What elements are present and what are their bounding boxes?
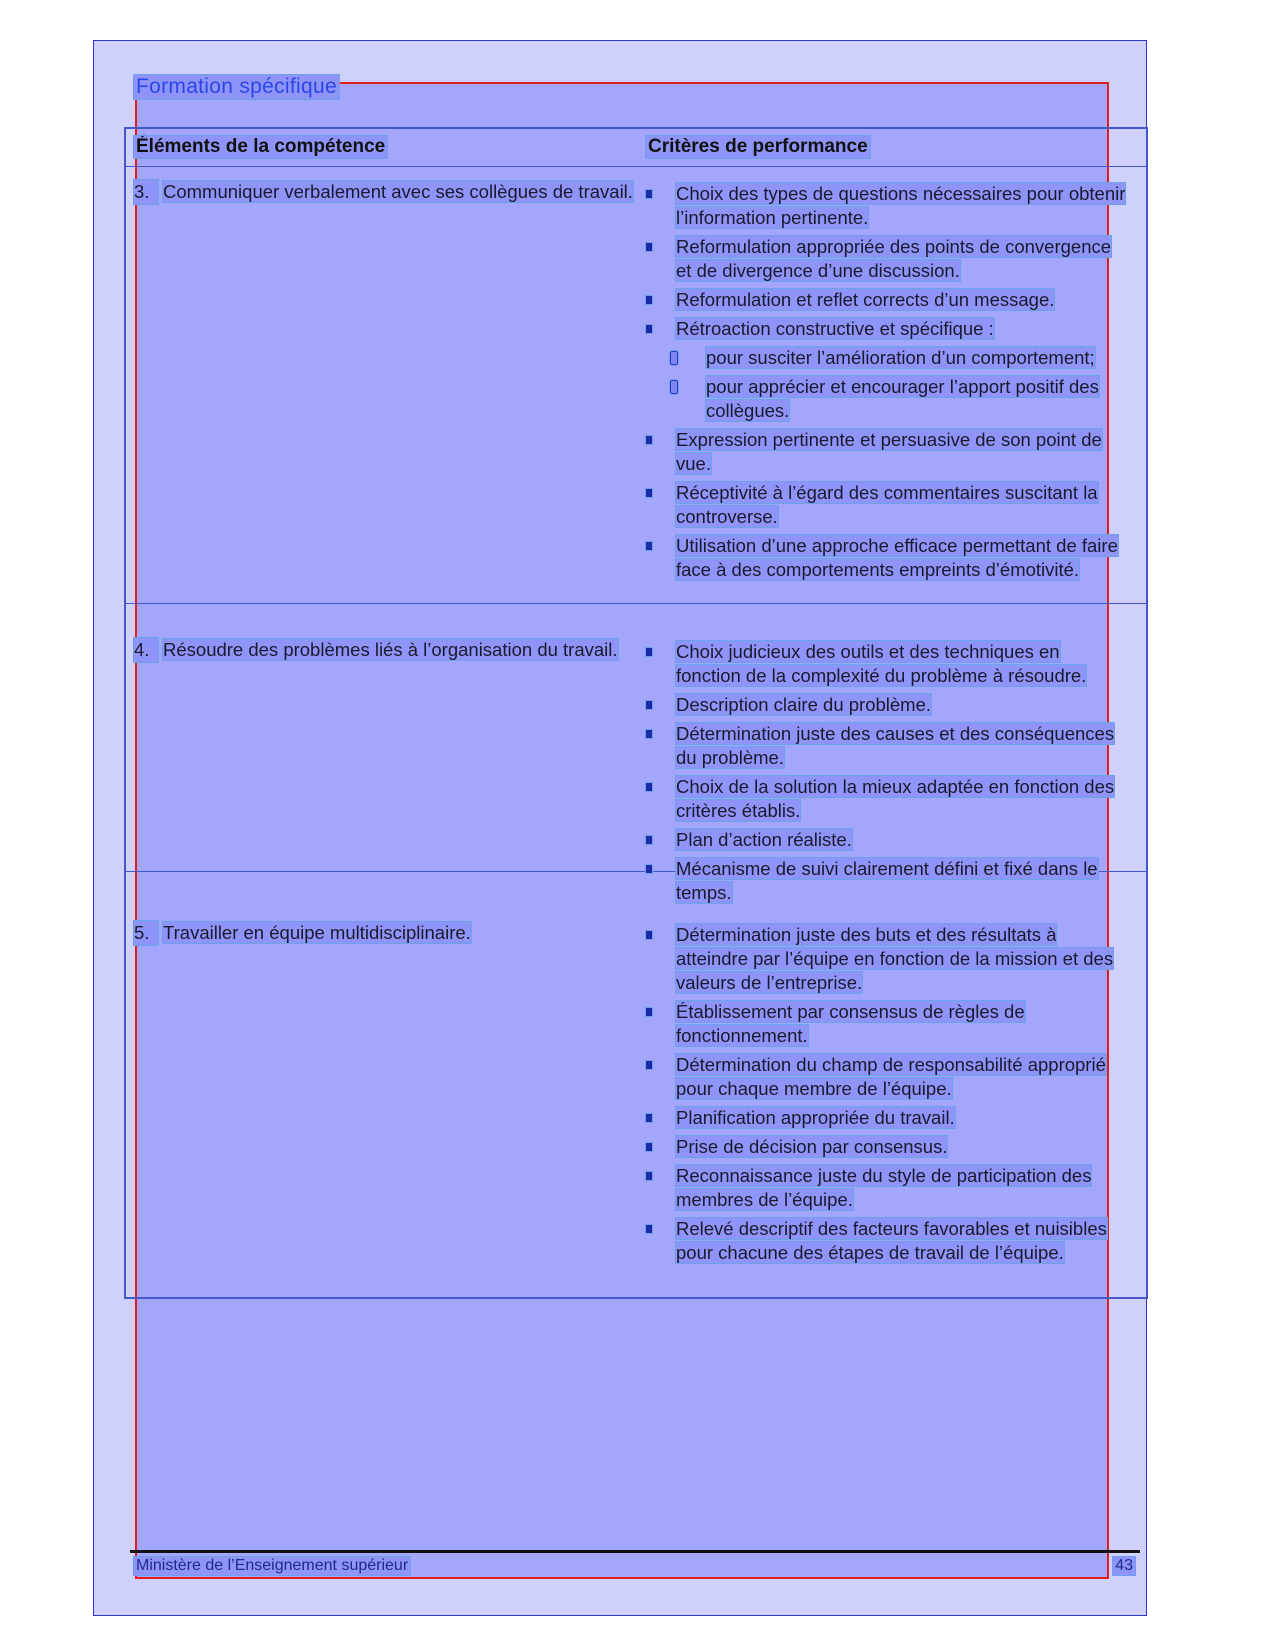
element-text: Résoudre des problèmes liés à l’organisation du travail. — [163, 639, 618, 660]
element-5 — [134, 921, 654, 945]
element-number: 3. — [134, 180, 158, 204]
bullet-icon — [646, 296, 652, 304]
bullet-icon — [646, 1172, 652, 1180]
list-item: Prise de décision par consensus. — [646, 1135, 1126, 1159]
bullet-icon — [646, 648, 652, 656]
row-divider — [126, 603, 1146, 604]
bullet-icon — [646, 489, 652, 497]
list-item: Détermination juste des causes et des conséquences du problème. — [646, 722, 1126, 770]
circle-bullet-icon — [670, 380, 678, 394]
bullet-icon — [646, 542, 652, 550]
bullet-icon — [646, 1061, 652, 1069]
list-item: Reformulation appropriée des points de convergence et de divergence d’une discussion. — [646, 235, 1126, 283]
element-4 — [134, 638, 654, 662]
footer-ministry: Ministère de l’Enseignement supérieur — [136, 1557, 409, 1574]
circle-bullet-icon — [670, 351, 678, 365]
bullet-icon — [646, 701, 652, 709]
bullet-icon — [646, 1225, 652, 1233]
page-number: 43 — [1115, 1557, 1133, 1574]
list-item: Détermination juste des buts et des résultats à atteindre par l’équipe en fonction de la mission et des valeurs de l’entreprise. — [646, 923, 1126, 995]
sub-list-item: pour susciter l’amélioration d’un comportement; — [646, 346, 1126, 370]
bullet-icon — [646, 931, 652, 939]
list-item: Reconnaissance juste du style de participation des membres de l’équipe. — [646, 1164, 1126, 1212]
column-header-criteria: Critères de performance — [648, 136, 868, 157]
element-text: Communiquer verbalement avec ses collègues de travail. — [163, 181, 633, 202]
list-item: Relevé descriptif des facteurs favorables et nuisibles pour chacune des étapes de travail de l’équipe. — [646, 1217, 1126, 1265]
footer-rule — [130, 1550, 1140, 1553]
list-item: Description claire du problème. — [646, 693, 1126, 717]
list-item: Choix des types de questions nécessaires pour obtenir l’information pertinente. — [646, 182, 1126, 230]
list-item: Détermination du champ de responsabilité approprié pour chaque membre de l’équipe. — [646, 1053, 1126, 1101]
criteria-list-3 — [646, 182, 1126, 587]
element-number: 4. — [134, 638, 158, 662]
sub-list-item: pour apprécier et encourager l’apport positif des collègues. — [646, 375, 1126, 423]
bullet-icon — [646, 325, 652, 333]
list-item: Utilisation d’une approche efficace permettant de faire face à des comportements empreints d’émotivité. — [646, 534, 1126, 582]
element-text: Travailler en équipe multidisciplinaire. — [163, 922, 471, 943]
criteria-list-5 — [646, 923, 1126, 1270]
list-item: Reformulation et reflet corrects d’un message. — [646, 288, 1126, 312]
list-item: Planification appropriée du travail. — [646, 1106, 1126, 1130]
bullet-icon — [646, 783, 652, 791]
column-header-elements: Éléments de la compétence — [136, 136, 386, 157]
bullet-icon — [646, 1114, 652, 1122]
criteria-list-4 — [646, 640, 1126, 910]
bullet-icon — [646, 243, 652, 251]
element-number: 5. — [134, 921, 158, 945]
list-item: Plan d’action réaliste. — [646, 828, 1126, 852]
bullet-icon — [646, 190, 652, 198]
bullet-icon — [646, 436, 652, 444]
list-item: Expression pertinente et persuasive de son point de vue. — [646, 428, 1126, 476]
bullet-icon — [646, 730, 652, 738]
running-title: Formation spécifique — [136, 75, 337, 98]
list-item: Choix de la solution la mieux adaptée en fonction des critères établis. — [646, 775, 1126, 823]
list-item: Rétroaction constructive et spécifique : — [646, 317, 1126, 341]
element-3 — [134, 180, 654, 204]
list-item: Choix judicieux des outils et des techniques en fonction de la complexité du problème à résoudre. — [646, 640, 1126, 688]
list-item: Établissement par consensus de règles de fonctionnement. — [646, 1000, 1126, 1048]
bullet-icon — [646, 836, 652, 844]
bullet-icon — [646, 865, 652, 873]
header-divider — [126, 166, 1146, 167]
bullet-icon — [646, 1008, 652, 1016]
bullet-icon — [646, 1143, 652, 1151]
list-item: Réceptivité à l’égard des commentaires suscitant la controverse. — [646, 481, 1126, 529]
list-item: Mécanisme de suivi clairement défini et fixé dans le temps. — [646, 857, 1126, 905]
